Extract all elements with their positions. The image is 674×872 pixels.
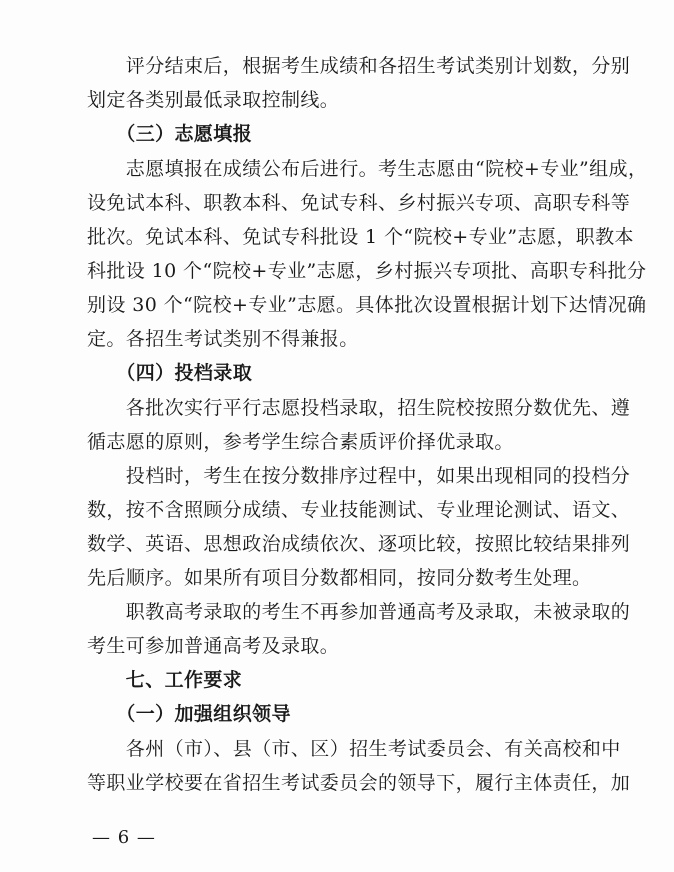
paragraph-line: 循志愿的原则，参考学生综合素质评价择优录取。 [87, 431, 514, 453]
paragraph-line: 批次。免试本科、免试专科批设 1 个“院校+专业”志愿，职教本 [87, 226, 634, 248]
paragraph-line: 投档时，考生在按分数排序过程中，如果出现相同的投档分 [87, 465, 631, 487]
section-heading-7-1: （一）加强组织领导 [87, 703, 291, 725]
paragraph-line: 定。各招生考试类别不得兼报。 [87, 328, 359, 350]
paragraph-line: 志愿填报在成绩公布后进行。考生志愿由“院校+专业”组成， [87, 158, 648, 180]
paragraph-line: 先后顺序。如果所有项目分数都相同，按同分数考生处理。 [87, 567, 592, 589]
paragraph-line: 等职业学校要在省招生考试委员会的领导下，履行主体责任，加 [87, 772, 631, 794]
paragraph-line: 数学、英语、思想政治成绩依次、逐项比较，按照比较结果排列 [87, 533, 631, 555]
paragraph-line: 考生可参加普通高考及录取。 [87, 635, 340, 657]
section-heading-7: 七、工作要求 [87, 669, 243, 691]
paragraph-line: 设免试本科、职教本科、免试专科、乡村振兴专项、高职专科等 [87, 192, 631, 214]
paragraph-line: 各批次实行平行志愿投档录取，招生院校按照分数优先、遵 [87, 397, 631, 419]
paragraph-line: 各州（市）、县（市、区）招生考试委员会、有关高校和中 [87, 738, 621, 760]
paragraph-line: 科批设 10 个“院校+专业”志愿，乡村振兴专项批、高职专科批分 [87, 260, 647, 282]
section-heading-3: （三）志愿填报 [87, 123, 253, 145]
paragraph-line: 别设 30 个“院校+专业”志愿。具体批次设置根据计划下达情况确 [87, 294, 647, 316]
paragraph-line: 评分结束后，根据考生成绩和各招生考试类别计划数，分别 [87, 55, 631, 77]
section-heading-4: （四）投档录取 [87, 362, 253, 384]
page-number: — 6 — [92, 827, 156, 848]
paragraph-line: 划定各类别最低录取控制线。 [87, 89, 340, 111]
paragraph-line: 数，按不含照顾分成绩、专业技能测试、专业理论测试、语文、 [87, 499, 631, 521]
paragraph-line: 职教高考录取的考生不再参加普通高考及录取，未被录取的 [87, 601, 631, 623]
